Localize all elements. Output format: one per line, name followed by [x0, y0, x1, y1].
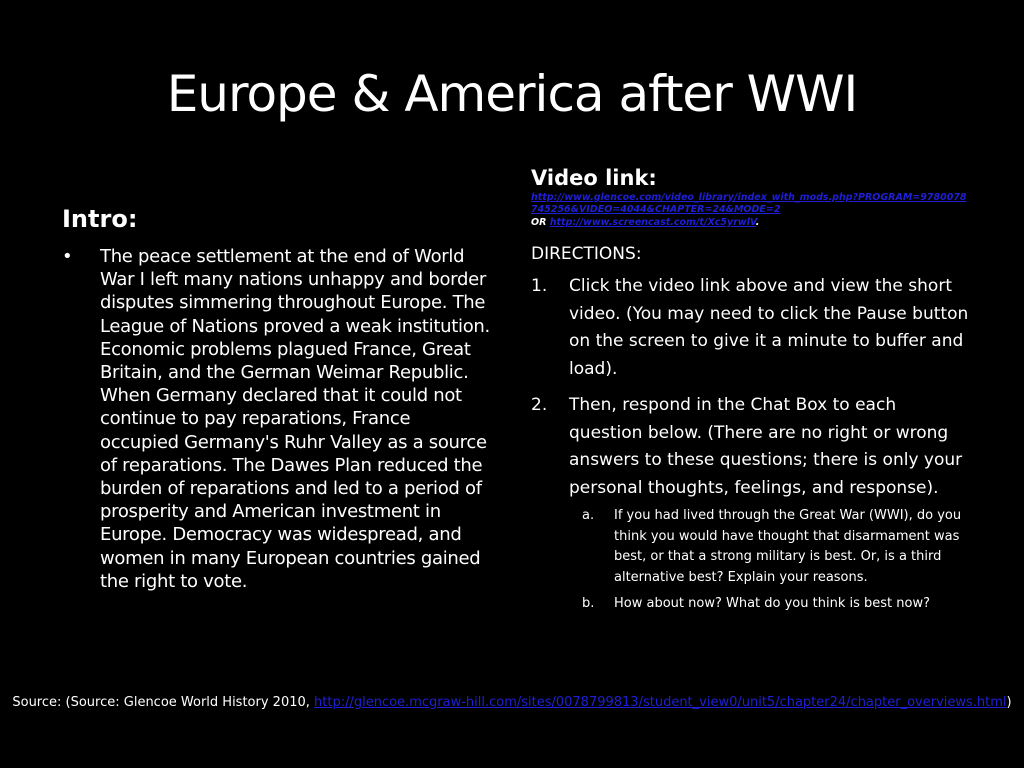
screencast-link[interactable]: http://www.screencast.com/t/Xc5yrwlV — [549, 217, 756, 228]
source-citation — [0, 692, 1024, 714]
source-link[interactable]: http://glencoe.mcgraw-hill.com/sites/0078799813/student_view0/unit5/chapter24/chapter_overviews.html — [314, 695, 1007, 710]
question-text: How about now? What do you think is best now? — [614, 596, 930, 611]
directions-label: DIRECTIONS: — [531, 244, 642, 264]
video-link[interactable]: http://www.glencoe.com/video_library/index_with_mods.php?PROGRAM=9780078745256&VIDEO=4044&CHAPTER=24&MODE=2 — [531, 192, 967, 215]
question-text: If you had lived through the Great War (WWI), do you think you would have thought that disarmament was best, or that a strong military is best. Or, is a third alternative best? Explain your reasons. — [614, 508, 962, 585]
question-letter: a. — [582, 508, 595, 523]
right-column — [531, 164, 969, 624]
step-number: 2. — [531, 395, 548, 415]
intro-bullet-item — [62, 245, 492, 593]
source-prefix: Source: (Source: Glencoe World History 2010, — [12, 695, 315, 710]
directions-steps — [531, 273, 969, 615]
or-label: OR — [531, 217, 547, 228]
step-number: 1. — [531, 276, 548, 296]
video-link-label: Video link: — [531, 166, 657, 190]
question-item — [569, 506, 969, 588]
intro-text: The peace settlement at the end of World War I left many nations unhappy and border disputes simmering throughout Europe. The League of Nations proved a weak institution. Economic problems plagued France, Great Britain, and the German Weimar Republic. When Germany declared that it could not continue to pay reparations, France occupied Germany's Ruhr Valley as a source of reparations. The Dawes Plan reduced the burden of reparations and led to a period of prosperity and American investment in Europe. Democracy was widespread, and women in many European countries gained the right to vote. — [100, 246, 490, 592]
alt-link-suffix: . — [755, 217, 760, 228]
intro-list — [62, 245, 492, 593]
question-letter: b. — [582, 596, 595, 611]
intro-heading: Intro: — [62, 205, 138, 233]
source-suffix: ) — [1006, 695, 1012, 710]
slide-title: Europe & America after WWI — [166, 65, 858, 123]
alt-link-line — [531, 216, 969, 230]
question-item — [569, 594, 969, 615]
bullet-icon: • — [62, 246, 73, 267]
question-list — [569, 506, 969, 615]
direction-step — [531, 392, 969, 615]
step-text: Click the video link above and view the short video. (You may need to click the Pause button on the screen to give it a minute to buffer and load). — [569, 276, 969, 379]
direction-step — [531, 273, 969, 383]
step-text: Then, respond in the Chat Box to each question below. (There are no right or wrong answers to these questions; there is only your personal thoughts, feelings, and response). — [569, 395, 963, 498]
